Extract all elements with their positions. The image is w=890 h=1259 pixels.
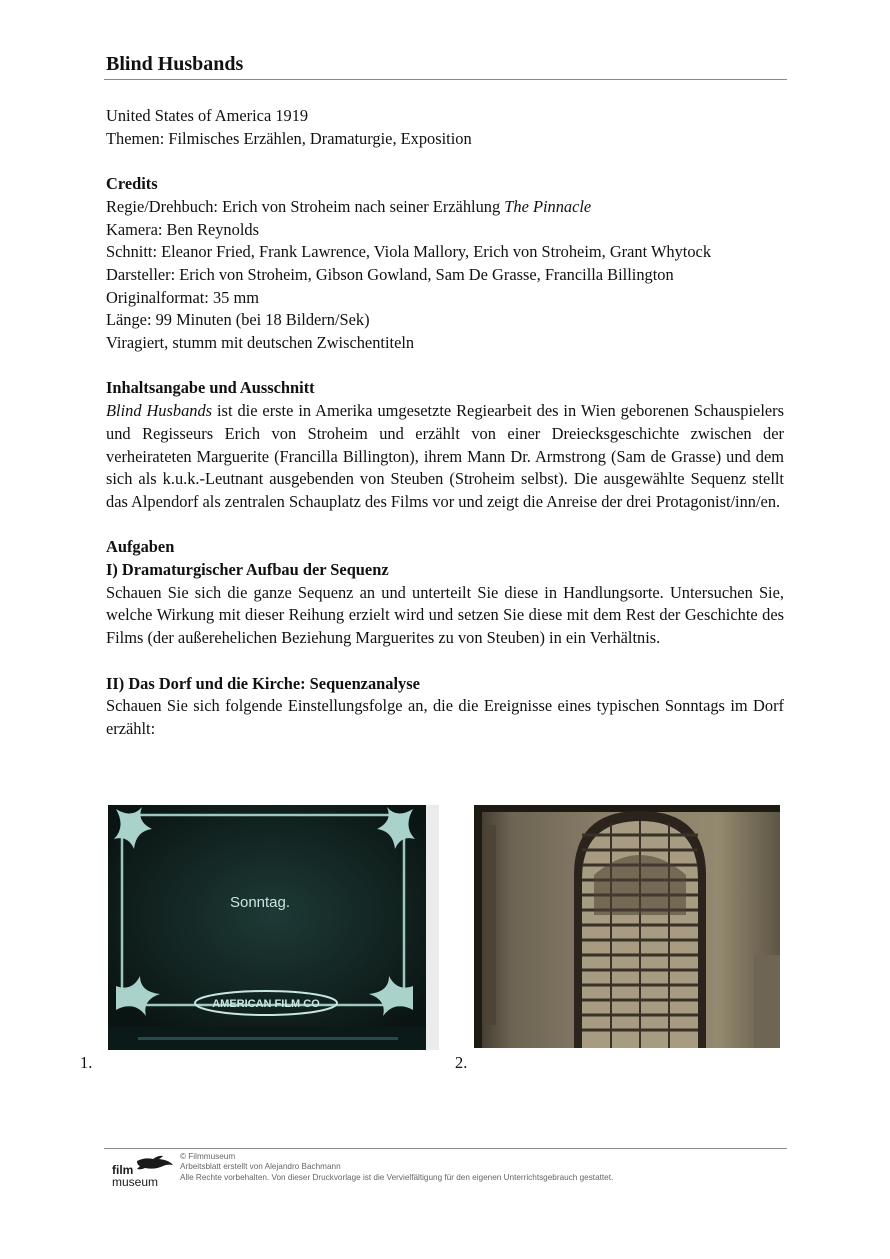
credit-regie-title: The Pinnacle	[504, 196, 592, 216]
credit-darsteller: Darsteller: Erich von Stroheim, Gibson Gowland, Sam De Grasse, Francilla Billington	[106, 264, 674, 284]
themes: Themen: Filmisches Erzählen, Dramaturgie, Exposition	[106, 128, 472, 148]
film-still-intertitle	[108, 805, 439, 1050]
footer-rights: Alle Rechte vorbehalten. Von dieser Druckvorlage ist die Vervielfältigung für den eigenen Unterrichtsgebrauch gestattet.	[180, 1172, 614, 1182]
logo-museum-text: museum	[112, 1175, 159, 1189]
credits-heading: Credits	[106, 174, 158, 194]
task1-text: Schauen Sie sich die ganze Sequenz an und unterteilt Sie diese in Handlungsorte. Untersuchen Sie, welche Wirkung mit dieser Reihung erzielt wird und setzen Sie diese mit dem Rest der Geschichte des Films (der außerehelichen Beziehung Marguerites zu von Steuben) in ein Verhältnis.	[106, 582, 784, 648]
credit-schnitt: Schnitt: Eleanor Fried, Frank Lawrence, Viola Mallory, Erich von Stroheim, Grant Whytock	[106, 242, 712, 262]
credit-viragiert: Viragiert, stumm mit deutschen Zwischentiteln	[106, 333, 415, 353]
film-still-church-window	[474, 805, 780, 1048]
credit-laenge: Länge: 99 Minuten (bei 18 Bildern/Sek)	[106, 310, 370, 330]
tasks-heading: Aufgaben	[106, 537, 175, 557]
footer-text	[180, 1152, 613, 1183]
figure-number-1: 1.	[80, 1053, 93, 1072]
summary-film-title: Blind Husbands	[106, 401, 213, 421]
task1-heading: I) Dramaturgischer Aufbau der Sequenz	[106, 560, 389, 580]
credit-kamera: Kamera: Ben Reynolds	[106, 219, 259, 239]
summary-heading: Inhaltsangabe und Ausschnitt	[106, 378, 315, 398]
summary-text: Blind Husbands ist die erste in Amerika umgesetzte Regiearbeit des in Wien geborenen Schauspielers und Regisseurs Erich von Stroheim und erzählt von einer Dreiecksgeschichte zwischen der verheirateten Marguerite (Francilla Billington), ihrem Mann Dr. Armstrong (Sam de Grasse) und dem sich als k.u.k.-Leutnant ausgebenden von Steuben (Stroheim selbst). Die ausgewählte Sequenz stellt das Alpendorf als zentralen Schauplatz des Films vor und zeigt die Anreise der drei Protagonist/inn/en.	[106, 401, 784, 511]
task2-heading: II) Das Dorf und die Kirche: Sequenzanalyse	[106, 673, 420, 693]
credit-regie: Regie/Drehbuch: Erich von Stroheim nach seiner Erzählung The Pinnacle	[106, 196, 592, 216]
intertitle-banner: AMERICAN FILM CO	[212, 998, 320, 1010]
page-footer	[106, 1151, 786, 1191]
figure-number-2: 2.	[455, 1053, 468, 1072]
footer-divider	[104, 1148, 787, 1149]
footer-copyright: © Filmmuseum	[180, 1152, 236, 1161]
document-body	[106, 105, 784, 741]
footer-author: Arbeitsblatt erstellt von Alejandro Bachmann	[180, 1162, 341, 1172]
logo-film-text: film	[112, 1163, 134, 1177]
header-divider	[104, 79, 787, 80]
page-title: Blind Husbands	[106, 53, 244, 75]
credit-format: Originalformat: 35 mm	[106, 287, 259, 307]
intertitle-text: Sonntag.	[229, 894, 291, 911]
country-year: United States of America 1919	[106, 106, 309, 125]
filmmuseum-logo	[110, 1153, 180, 1189]
task2-text: Schauen Sie sich folgende Einstellungsfolge an, die die Ereignisse eines typischen Sonntags im Dorf erzählt:	[106, 696, 784, 738]
